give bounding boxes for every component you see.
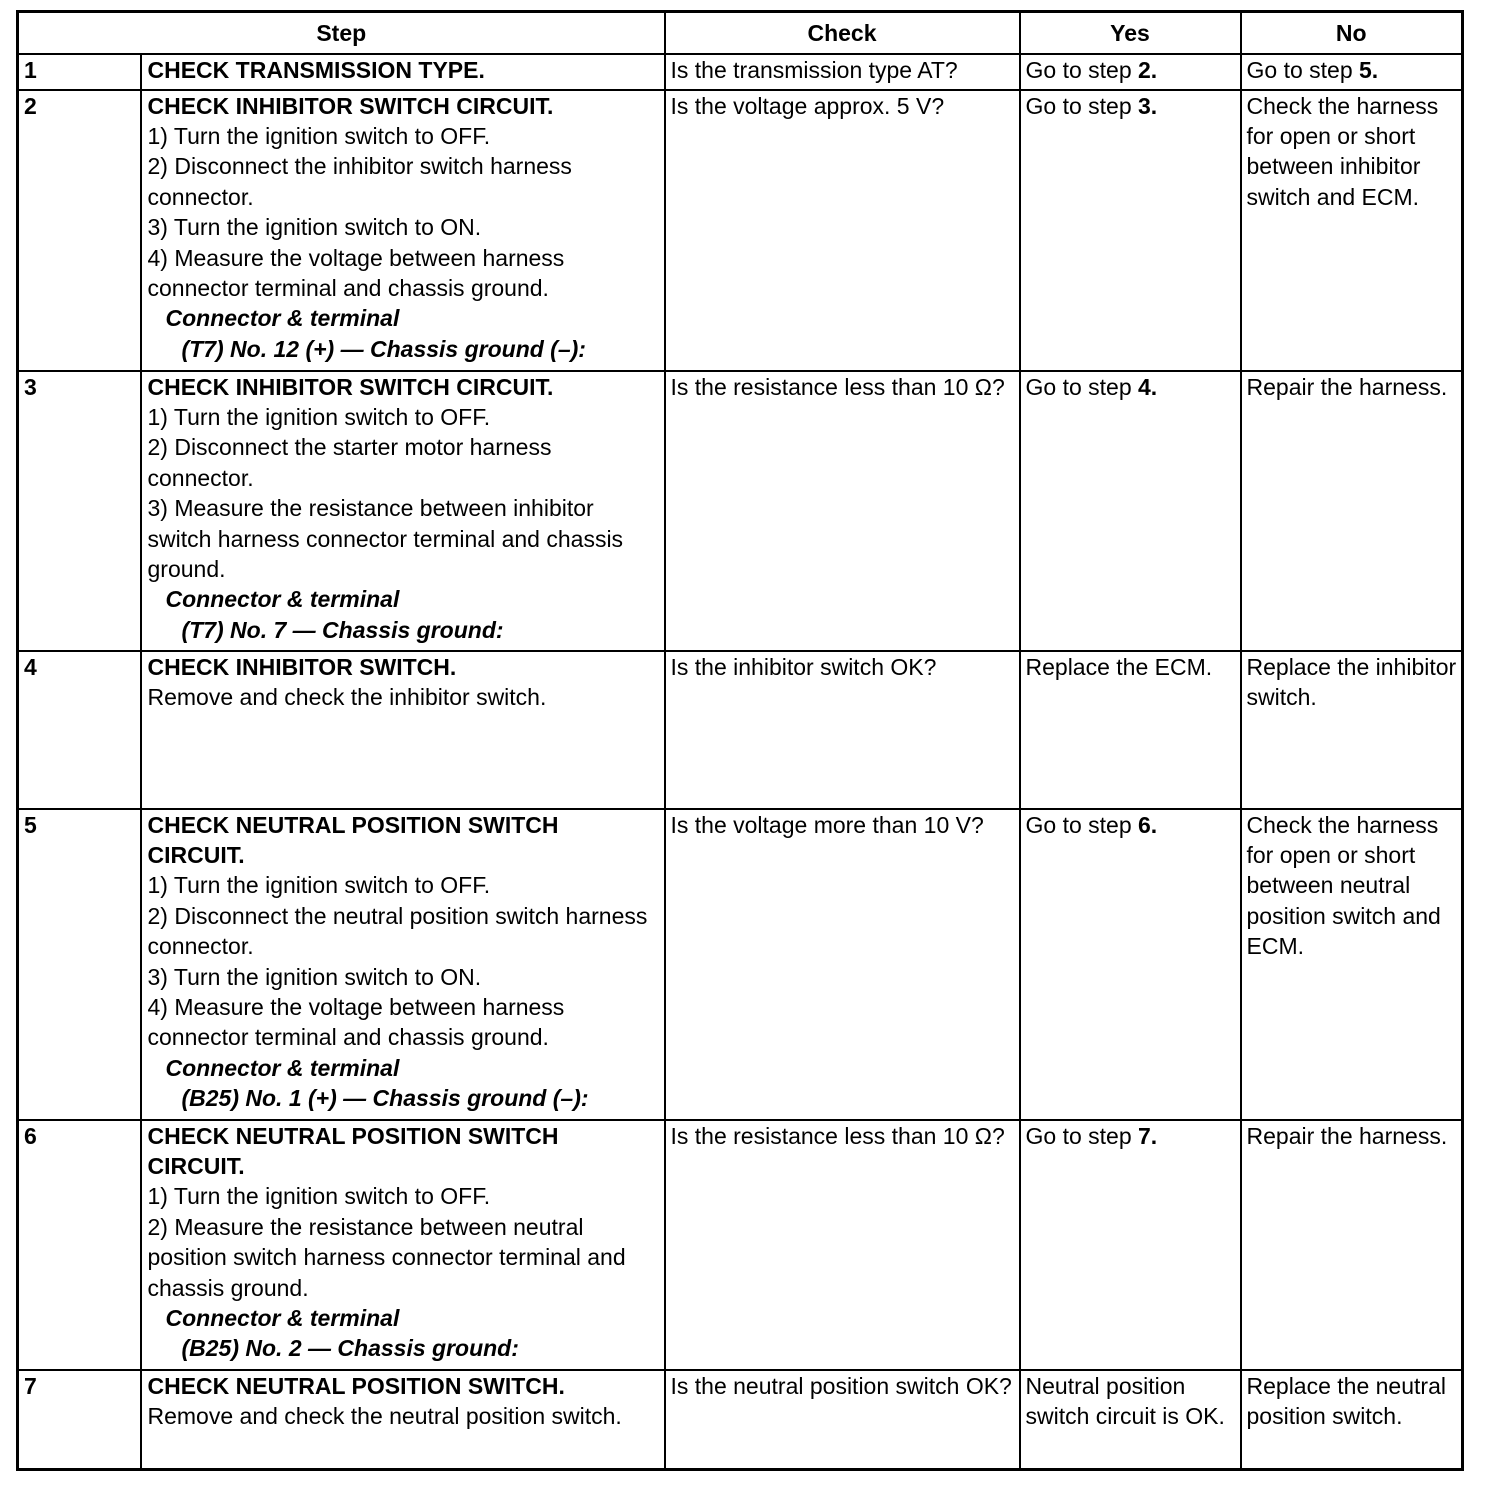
yes-cell — [1020, 54, 1241, 90]
yes-step-ref: 3. — [1138, 92, 1158, 119]
step-title: CHECK TRANSMISSION TYPE. — [147, 56, 485, 83]
table-row — [18, 651, 1463, 809]
connector-value: (T7) No. 12 (+) — Chassis ground (–): — [181, 335, 586, 362]
yes-text: Replace the ECM. — [1025, 653, 1213, 680]
step-title: CHECK INHIBITOR SWITCH CIRCUIT. — [147, 373, 554, 400]
yes-cell — [1020, 371, 1241, 651]
check-cell: Is the inhibitor switch OK? — [665, 651, 1020, 809]
step-instruction: 2) Disconnect the starter motor harness connector. — [147, 434, 552, 491]
connector-value: (B25) No. 2 — Chassis ground: — [181, 1335, 519, 1362]
step-number: 6 — [18, 1120, 141, 1370]
step-title: CHECK INHIBITOR SWITCH. — [147, 653, 457, 680]
step-instruction: 3) Turn the ignition switch to ON. — [147, 963, 482, 990]
table-row — [18, 1120, 1463, 1370]
check-cell: Is the resistance less than 10 Ω? — [665, 371, 1020, 651]
no-text: Check the harness for open or short between neutral position switch and ECM. — [1246, 811, 1441, 960]
connector-label: Connector & terminal — [165, 1304, 400, 1331]
header-step: Step — [18, 12, 665, 54]
yes-step-ref: 2. — [1138, 56, 1158, 83]
connector-value: (B25) No. 1 (+) — Chassis ground (–): — [181, 1085, 589, 1112]
connector-value: (T7) No. 7 — Chassis ground: — [181, 616, 504, 643]
table-row — [18, 1370, 1463, 1470]
yes-cell — [1020, 90, 1241, 371]
yes-prefix: Go to step — [1025, 1122, 1139, 1149]
connector-label: Connector & terminal — [165, 305, 400, 332]
diagnostic-table — [16, 10, 1464, 1471]
connector-label: Connector & terminal — [165, 586, 400, 613]
step-cell — [141, 1370, 665, 1470]
step-cell — [141, 809, 665, 1120]
step-title: CHECK INHIBITOR SWITCH CIRCUIT. — [147, 92, 554, 119]
no-step-ref: 5. — [1359, 56, 1379, 83]
no-cell — [1241, 1120, 1463, 1370]
step-title: CHECK NEUTRAL POSITION SWITCH. — [147, 1372, 565, 1399]
step-cell — [141, 371, 665, 651]
step-instruction: 1) Turn the ignition switch to OFF. — [147, 872, 491, 899]
no-cell — [1241, 1370, 1463, 1470]
step-number: 2 — [18, 90, 141, 371]
step-cell — [141, 90, 665, 371]
no-text: Replace the inhibitor switch. — [1246, 653, 1457, 710]
header-check: Check — [665, 12, 1020, 54]
yes-prefix: Go to step — [1025, 56, 1139, 83]
yes-prefix: Go to step — [1025, 373, 1139, 400]
table-row — [18, 54, 1463, 90]
step-cell — [141, 54, 665, 90]
step-number: 1 — [18, 54, 141, 90]
connector-label: Connector & terminal — [165, 1054, 400, 1081]
step-instruction: Remove and check the inhibitor switch. — [147, 683, 547, 710]
header-row — [18, 12, 1463, 54]
yes-cell — [1020, 809, 1241, 1120]
yes-cell — [1020, 1120, 1241, 1370]
yes-cell — [1020, 651, 1241, 809]
check-cell: Is the transmission type AT? — [665, 54, 1020, 90]
step-instruction: 4) Measure the voltage between harness connector terminal and chassis ground. — [147, 244, 565, 301]
table-row — [18, 809, 1463, 1120]
no-text: Repair the harness. — [1246, 1122, 1448, 1149]
step-instruction: 3) Measure the resistance between inhibitor switch harness connector terminal and chassis ground. — [147, 495, 624, 582]
header-yes: Yes — [1020, 12, 1241, 54]
step-number: 7 — [18, 1370, 141, 1470]
table-row — [18, 90, 1463, 371]
no-prefix: Go to step — [1246, 56, 1360, 83]
step-number: 5 — [18, 809, 141, 1120]
yes-cell — [1020, 1370, 1241, 1470]
step-cell — [141, 1120, 665, 1370]
step-number: 4 — [18, 651, 141, 809]
step-cell — [141, 651, 665, 809]
no-cell — [1241, 54, 1463, 90]
yes-step-ref: 7. — [1138, 1122, 1158, 1149]
step-instruction: 1) Turn the ignition switch to OFF. — [147, 122, 491, 149]
check-cell: Is the neutral position switch OK? — [665, 1370, 1020, 1470]
header-no: No — [1241, 12, 1463, 54]
no-cell — [1241, 809, 1463, 1120]
no-text: Check the harness for open or short between inhibitor switch and ECM. — [1246, 92, 1439, 210]
check-cell: Is the voltage more than 10 V? — [665, 809, 1020, 1120]
step-instruction: Remove and check the neutral position switch. — [147, 1402, 622, 1429]
step-instruction: 2) Measure the resistance between neutral position switch harness connector terminal and chassis ground. — [147, 1213, 626, 1301]
step-instruction: 4) Measure the voltage between harness connector terminal and chassis ground. — [147, 993, 565, 1051]
step-title: CHECK NEUTRAL POSITION SWITCH CIRCUIT. — [147, 1122, 559, 1179]
check-cell: Is the resistance less than 10 Ω? — [665, 1120, 1020, 1370]
yes-step-ref: 6. — [1138, 811, 1158, 838]
step-instruction: 2) Disconnect the inhibitor switch harness connector. — [147, 153, 572, 210]
step-title: CHECK NEUTRAL POSITION SWITCH CIRCUIT. — [147, 811, 559, 868]
no-cell — [1241, 651, 1463, 809]
step-instruction: 2) Disconnect the neutral position switch harness connector. — [147, 902, 648, 960]
no-text: Replace the neutral position switch. — [1246, 1372, 1446, 1429]
yes-text: Neutral position switch circuit is OK. — [1025, 1372, 1225, 1429]
no-cell — [1241, 371, 1463, 651]
step-instruction: 1) Turn the ignition switch to OFF. — [147, 1183, 491, 1210]
table-row — [18, 371, 1463, 651]
yes-prefix: Go to step — [1025, 92, 1139, 119]
step-instruction: 3) Turn the ignition switch to ON. — [147, 214, 482, 241]
step-instruction: 1) Turn the ignition switch to OFF. — [147, 403, 491, 430]
check-cell: Is the voltage approx. 5 V? — [665, 90, 1020, 371]
no-text: Repair the harness. — [1246, 373, 1448, 400]
step-number: 3 — [18, 371, 141, 651]
yes-prefix: Go to step — [1025, 811, 1139, 838]
yes-step-ref: 4. — [1138, 373, 1158, 400]
no-cell — [1241, 90, 1463, 371]
